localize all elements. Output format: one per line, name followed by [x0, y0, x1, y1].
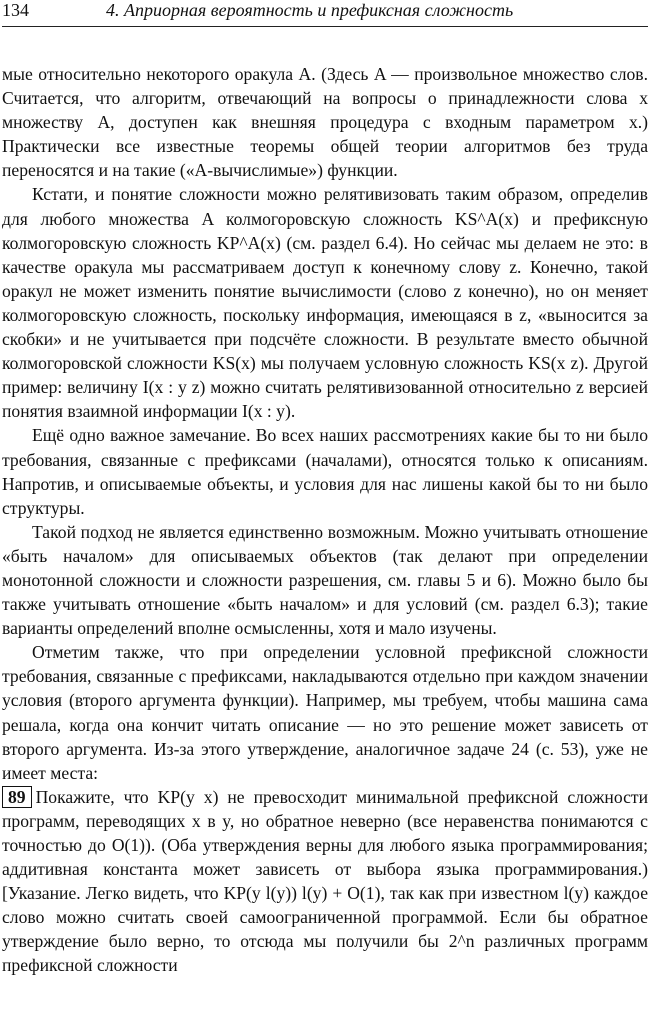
- paragraph: мые относительно некоторого оракула A. (Здесь A — произвольное множество слов. Считается, что алгоритм, отвечающий на вопросы о принадлежности слова x множеству A, доступен как внешняя процедура с входным параметром x.) Практически все известные теоремы общей теории алгоритмов без труда переносятся и на такие («A-вычислимые») функции.: [2, 64, 648, 181]
- exercise-number: 89: [2, 786, 32, 808]
- page-number: 134: [2, 0, 29, 20]
- paragraph: Такой подход не является единственно возможным. Можно учитывать отношение «быть началом» для описываемых объектов (так делают при определении монотонной сложности и сложности разрешения, см. главы 5 и 6). Можно было бы также учитывать отношение «быть началом» и для условий (см. раздел 6.3); такие варианты определений вполне осмысленны, хотя и мало изучены.: [2, 521, 648, 639]
- paragraph: Отметим также, что при определении условной префиксной сложности требования, связанные с префиксами, накладываются отдельно при каждом значении условия (второго аргумента функции). Например, мы требуем, чтобы машина сама решала, когда она кончит читать описание — но это решение может зависеть от второго аргумента. Из-за этого утверждение, аналогичное задаче 24 (с. 53), уже не имеет места:: [2, 642, 648, 783]
- page-body: [2, 62, 648, 978]
- exercise: [2, 785, 648, 978]
- exercise-text: Покажите, что KP(y x) не превосходит минимальной префиксной сложности программ, переводящих x в y, но обратное неверно (все неравенства понимаются с точностью до O(1)). (Оба утверждения верны для любого языка программирования; аддитивная константа может зависеть от выбора языка программирования.) [Указание. Легко видеть, что KP(y l(y)) l(y) + O(1), так как при известном l(y) каждое слово можно считать своей самоограниченной программой. Если бы обратное утверждение было верно, то отсюда мы получили бы 2^n различных программ префиксной сложности: [2, 786, 648, 976]
- paragraph: Ещё одно важное замечание. Во всех наших рассмотрениях какие бы то ни было требования, связанные с префиксами (началами), относятся только к описаниям. Напротив, и описываемые объекты, и условия для нас лишены какой бы то ни было структуры.: [2, 425, 648, 518]
- page-header: [2, 0, 648, 27]
- paragraph: Кстати, и понятие сложности можно релятивизовать таким образом, определив для любого множества A колмогоровскую сложность KS^A(x) и префиксную колмогоровскую сложность KP^A(x) (см. раздел 6.4). Но сейчас мы делаем не это: в качестве оракула мы рассматриваем доступ к конечному слову z. Конечно, такой оракул не может изменить понятие вычислимости (слово z конечно), но он меняет колмогоровскую сложность, поскольку информация, имеющаяся в z, «выносится за скобки» и не учитывается при подсчёте сложности. В результате вместо обычной колмогоровской сложности KS(x) мы получаем условную сложность KS(x z). Другой пример: величину I(x : y z) можно считать релятивизованной относительно z версией понятия взаимной информации I(x : y).: [2, 184, 648, 422]
- running-title: 4. Априорная вероятность и префиксная сложность: [106, 0, 514, 20]
